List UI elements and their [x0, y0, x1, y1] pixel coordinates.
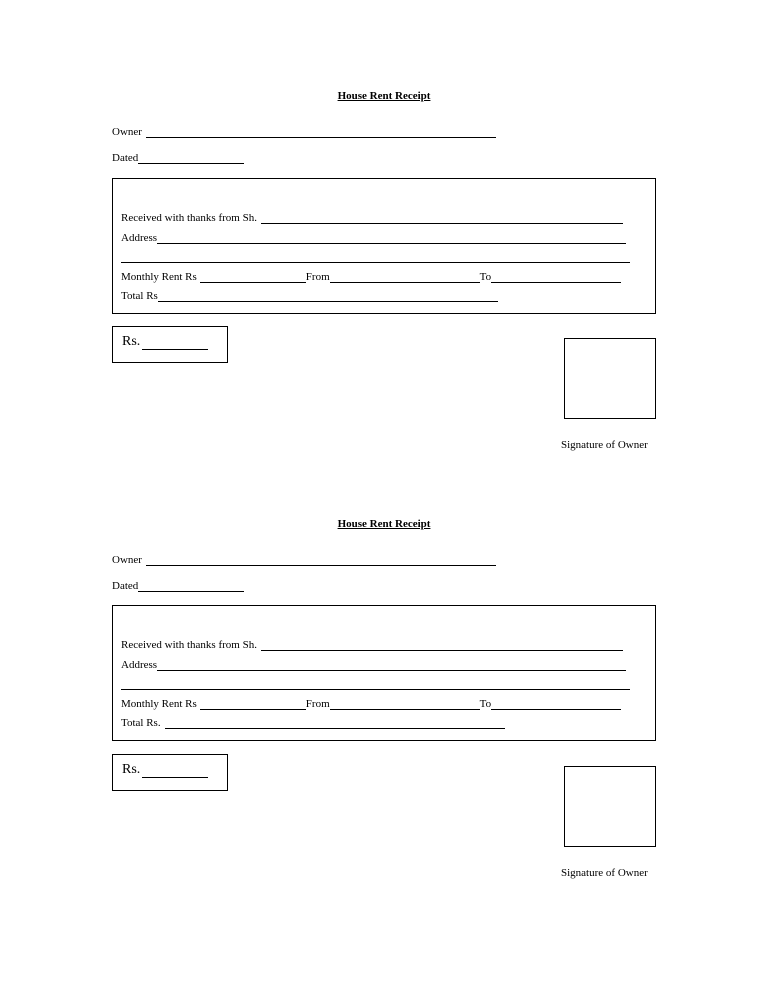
amount-row [122, 334, 208, 350]
signature-box[interactable] [564, 766, 656, 847]
monthly-rent-row [121, 271, 621, 283]
total-row [121, 290, 498, 302]
dated-label: Dated [112, 580, 139, 592]
owner-field[interactable] [146, 127, 496, 138]
monthly-rent-row [121, 698, 621, 710]
from-label: From [305, 271, 330, 283]
from-field[interactable] [330, 699, 480, 710]
details-box [112, 605, 656, 741]
receipt-1 [0, 90, 768, 490]
from-label: From [305, 698, 330, 710]
received-row [121, 212, 623, 224]
to-label: To [479, 698, 492, 710]
signature-label: Signature of Owner [561, 439, 648, 451]
to-field[interactable] [491, 699, 621, 710]
receipt-title: House Rent Receipt [337, 90, 431, 102]
monthly-rent-label: Monthly Rent Rs [121, 271, 197, 283]
total-field[interactable] [165, 718, 505, 729]
total-label: Total Rs [121, 290, 158, 302]
monthly-rent-label: Monthly Rent Rs [121, 698, 197, 710]
signature-label: Signature of Owner [561, 867, 648, 879]
received-label: Received with thanks from Sh. [121, 639, 257, 651]
owner-row [112, 554, 496, 566]
details-box [112, 178, 656, 314]
dated-field[interactable] [138, 581, 244, 592]
to-label: To [479, 271, 492, 283]
address-field[interactable] [157, 233, 626, 244]
received-row [121, 639, 623, 651]
rs-label: Rs. [122, 762, 141, 777]
from-field[interactable] [330, 272, 480, 283]
monthly-rent-field[interactable] [200, 272, 306, 283]
dated-row [112, 152, 244, 164]
received-field[interactable] [261, 213, 623, 224]
amount-box [112, 326, 228, 363]
amount-row [122, 762, 208, 778]
dated-row [112, 580, 244, 592]
received-field[interactable] [261, 640, 623, 651]
monthly-rent-field[interactable] [200, 699, 306, 710]
dated-label: Dated [112, 152, 139, 164]
address-line-2 [121, 679, 630, 690]
owner-field[interactable] [146, 555, 496, 566]
receipt-2 [0, 518, 768, 918]
address-label: Address [121, 232, 158, 244]
owner-label: Owner [112, 554, 142, 566]
to-field[interactable] [491, 272, 621, 283]
address-row [121, 659, 626, 671]
signature-box[interactable] [564, 338, 656, 419]
address-field-2[interactable] [121, 679, 630, 690]
rs-label: Rs. [122, 334, 141, 349]
amount-box [112, 754, 228, 791]
address-label: Address [121, 659, 158, 671]
total-row [121, 717, 505, 729]
receipt-title: House Rent Receipt [337, 518, 431, 530]
dated-field[interactable] [138, 153, 244, 164]
amount-field[interactable] [142, 765, 208, 778]
received-label: Received with thanks from Sh. [121, 212, 257, 224]
address-field[interactable] [157, 660, 626, 671]
address-line-2 [121, 252, 630, 263]
owner-label: Owner [112, 126, 142, 138]
amount-field[interactable] [142, 337, 208, 350]
address-field-2[interactable] [121, 252, 630, 263]
total-field[interactable] [158, 291, 498, 302]
address-row [121, 232, 626, 244]
owner-row [112, 126, 496, 138]
total-label: Total Rs. [121, 717, 161, 729]
